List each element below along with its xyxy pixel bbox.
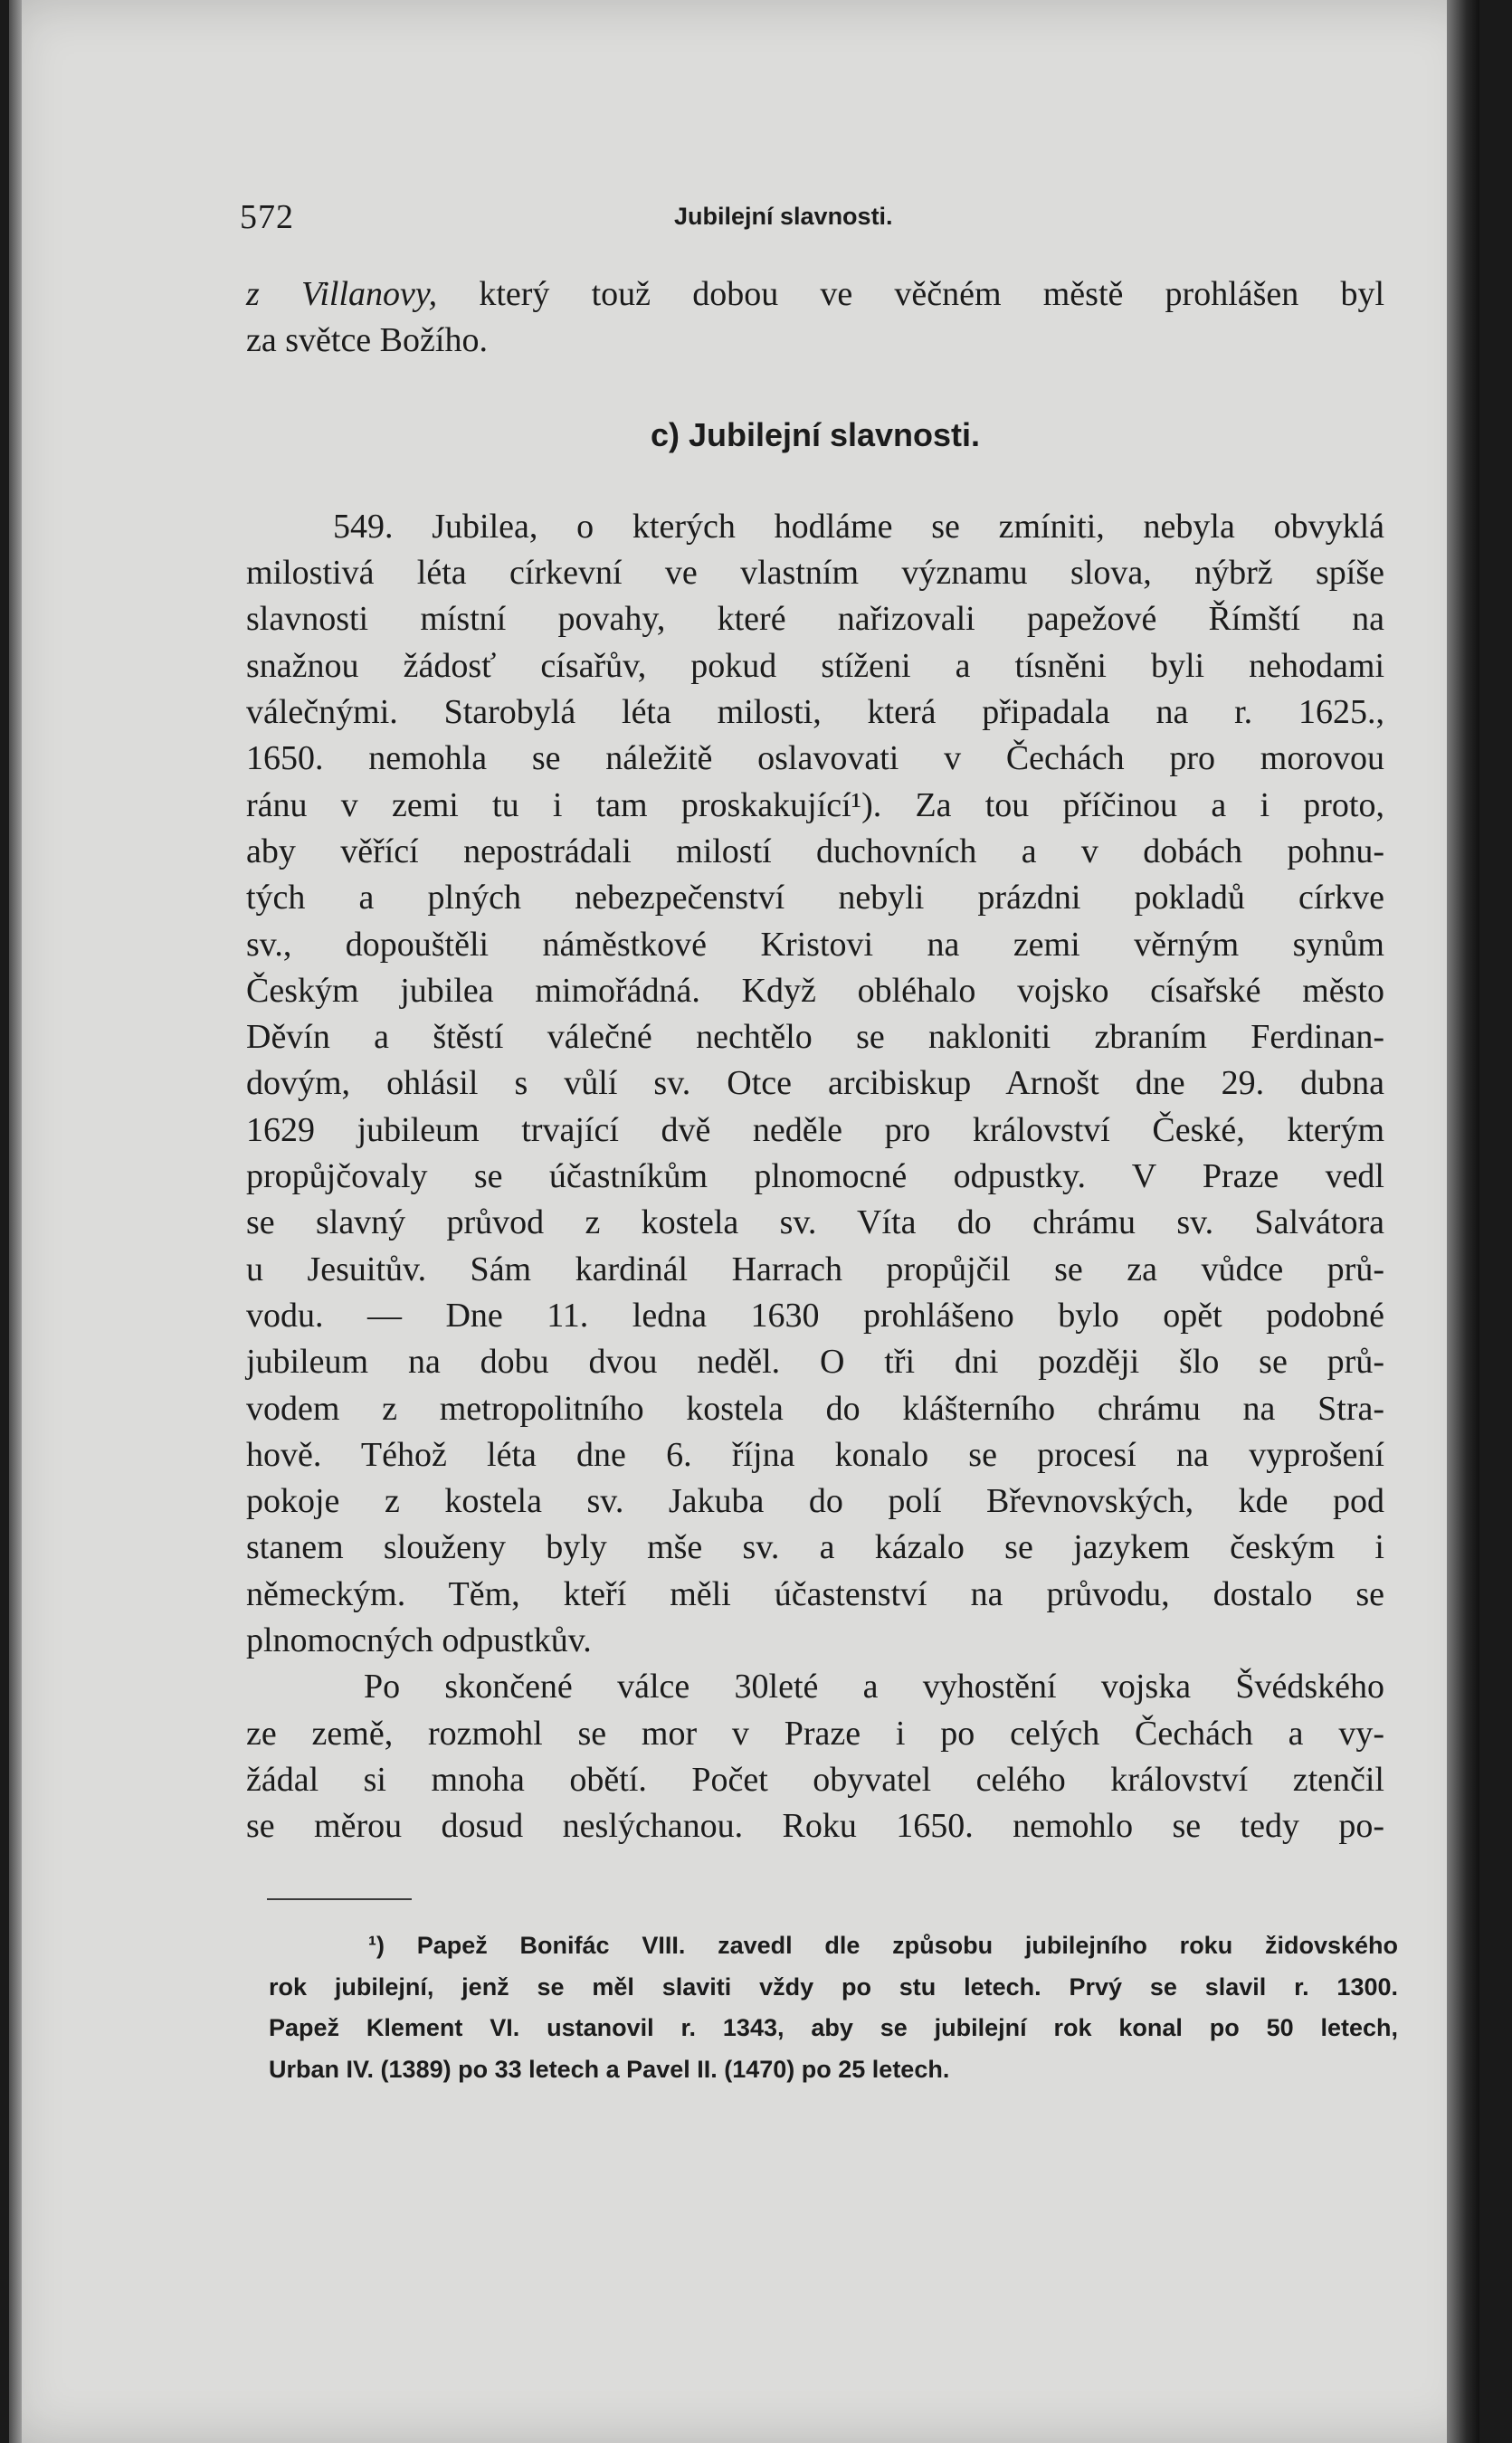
text-line: dovým, ohlásil s vůlí sv. Otce arcibiskup Arnošt dne 29. dubna [246,1064,1384,1103]
text-line: německým. Těm, kteří měli účastenství na průvodu, dostalo se [246,1574,1384,1613]
section-heading: c) Jubilejní slavnosti. [650,415,981,453]
page-number: 572 [240,198,294,236]
text-line: se měrou dosud neslýchanou. Roku 1650. nemohlo se tedy po- [246,1807,1384,1846]
text-line: aby věřící nepostrádali milostí duchovních a v dobách pohnu- [246,832,1384,870]
footnotes [269,1925,1398,2090]
text-line: slavnosti místní povahy, které nařizovali papežové Římští na [246,600,1384,639]
text-line: ránu v zemi tu i tam proskakující¹). Za tou příčinou a i proto, [246,785,1384,824]
text-line: 1650. nemohla se náležitě oslavovati v Čechách pro morovou [246,739,1384,778]
text-line: hově. Téhož léta dne 6. října konalo se procesí na vyprošení [246,1435,1384,1474]
text-line-rest: který touž dobou ve věčném městě prohlášen byl [437,275,1384,313]
footnote-separator [267,1898,412,1900]
text-line: milostivá léta církevní ve vlastním významu slova, nýbrž spíše [246,554,1384,593]
page-left-edge [9,0,22,2443]
text-line: stanem slouženy byly mše sv. a kázalo se jazykem českým i [246,1528,1384,1567]
running-title: Jubilejní slavnosti. [674,203,893,230]
text-line: sv., dopouštěli náměstkové Kristovi na zemi věrným synům [246,925,1384,964]
text-line: snažnou žádosť císařův, pokud stíženi a tísněni byli nehodami [246,646,1384,685]
body-text [246,271,1384,1850]
italic-name: z Villanovy, [246,275,438,313]
text-line [246,271,1384,318]
text-line: tých a plných nebezpečenství nebyli prázdni pokladů církve [246,879,1384,917]
text-line: 1629 jubileum trvající dvě neděle pro království České, kterým [246,1110,1384,1149]
text-line: u Jesuitův. Sám kardinál Harrach propůjčil se za vůdce prů- [246,1250,1384,1288]
text-line: pokoje z kostela sv. Jakuba do polí Břevnovských, kde pod [246,1482,1384,1521]
paragraph-start-line: Po skončené válce 30leté a vyhostění vojska Švédského [364,1668,1384,1706]
paragraph-start-line: 549. Jubilea, o kterých hodláme se zmíniti, nebyla obvyklá [333,507,1384,546]
text-line: Děvín a štěstí válečné nechtělo se nakloniti zbraním Ferdinan- [246,1018,1384,1057]
footnote-line: ¹) Papež Bonifác VIII. zavedl dle způsobu jubilejního roku židovského [368,1932,1398,1959]
page-header [240,197,1398,242]
text-line: vodem z metropolitního kostela do klášterního chrámu na Stra- [246,1389,1384,1428]
page-right-edge [1447,0,1479,2443]
footnote-line: Urban IV. (1389) po 33 letech a Pavel II. (1470) po 25 letech. [269,2055,950,2083]
text-line: plnomocných odpustkův. [246,1621,592,1660]
text-line: se slavný průvod z kostela sv. Víta do chrámu sv. Salvátora [246,1203,1384,1242]
text-line: žádal si mnoha obětí. Počet obyvatel celého království ztenčil [246,1760,1384,1799]
text-line: za světce Božího. [246,321,488,360]
footnote-line: rok jubilejní, jenž se měl slaviti vždy po stu letech. Prvý se slavil r. 1300. [269,1972,1398,2001]
text-line: Českým jubilea mimořádná. Když obléhalo vojsko císařské město [246,971,1384,1010]
text-line: ze země, rozmohl se mor v Praze i po celých Čechách a vy- [246,1714,1384,1753]
text-line: jubileum na dobu dvou neděl. O tři dni později šlo se prů- [246,1343,1384,1382]
footnote-line: Papež Klement VI. ustanovil r. 1343, aby se jubilejní rok konal po 50 letech, [269,2014,1398,2041]
text-line: válečnými. Starobylá léta milosti, která připadala na r. 1625., [246,693,1384,732]
text-line: vodu. — Dne 11. ledna 1630 prohlášeno bylo opět podobné [246,1296,1384,1335]
text-line: propůjčovaly se účastníkům plnomocné odpustky. V Praze vedl [246,1157,1384,1196]
book-page [9,0,1479,2443]
